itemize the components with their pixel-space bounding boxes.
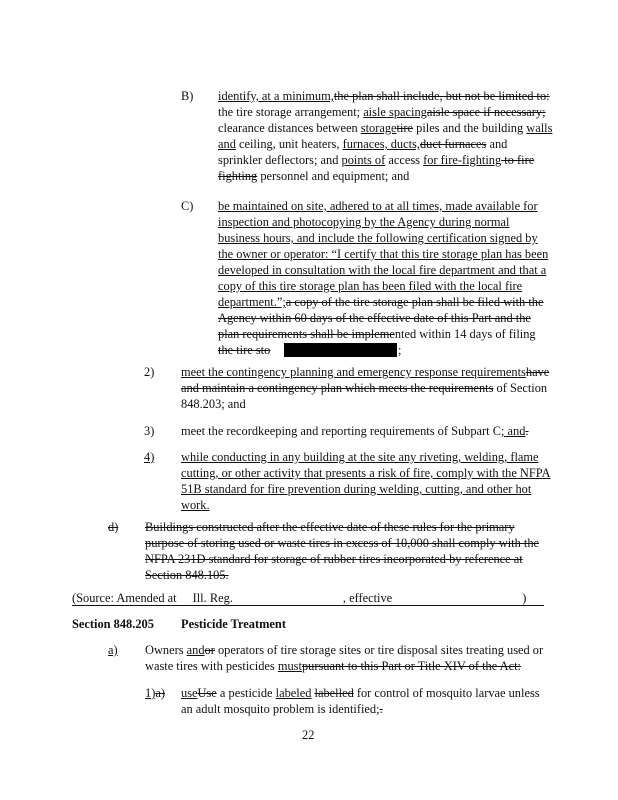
item-d-line-3: NFPA 231D standard for storage of rubber tires incorporated by reference at — [145, 552, 523, 566]
item-2-label: 2) — [144, 365, 155, 379]
item-c-line-10-end: ; — [398, 343, 402, 357]
item-1-line-1: useUse a pesticide labeled labelled for control of mosquito larvae unless — [181, 686, 540, 700]
item-2-line-1: meet the contingency planning and emergency response requirementshave — [181, 365, 550, 379]
item-b-line-1: identify, at a minimum,the plan shall include, but not be limited to: — [218, 89, 550, 103]
page-number: 22 — [302, 728, 315, 742]
item-c-line-2: inspection and photocopying by the Agency during normal — [218, 215, 510, 229]
item-4-line-3: 51B standard for fire prevention during welding, cutting, and other hot — [181, 482, 532, 496]
item-4-line-1: while conducting in any building at the site any riveting, welding, flame — [181, 450, 539, 464]
item-b-label: B) — [181, 89, 194, 103]
item-c-line-7: department.”;a copy of the tire storage plan shall be filed with the — [218, 295, 544, 309]
item-2-line-2: and maintain a contingency plan which meets the requirements of Section — [181, 381, 548, 395]
item-d-label: d) — [108, 520, 119, 534]
item-c-line-1: be maintained on site, adhered to at all times, made available for — [218, 199, 538, 213]
item-2-line-3: 848.203; and — [181, 397, 246, 411]
section-number: Section 848.205 — [72, 617, 154, 631]
item-a-label: a) — [108, 643, 118, 657]
item-c-line-4: the owner or operator: “I certify that this tire storage plan has been — [218, 247, 549, 261]
item-b-line-5: sprinkler deflectors; and points of access for fire-fighting to fire — [218, 153, 535, 167]
item-c-line-8: Agency within 60 days of the effective date of this Part and the — [218, 311, 531, 325]
item-b-line-4: and ceiling, unit heaters, furnaces, ducts,duct furnaces and — [218, 137, 508, 151]
item-c-line-5: developed in consultation with the local fire department and that a — [218, 263, 547, 277]
item-b-line-3: clearance distances between storagetire piles and the building walls — [218, 121, 553, 135]
item-a-line-1: Owners andor operators of tire storage sites or tire disposal sites treating used or — [145, 643, 544, 657]
item-4-line-4: work. — [181, 498, 210, 512]
item-d-line-1: Buildings constructed after the effective date of these rules for the primary — [145, 520, 515, 534]
item-b-line-6: fighting personnel and equipment; and — [218, 169, 410, 183]
item-1-label: 1)a) — [145, 686, 165, 700]
item-a-line-2: waste tires with pesticides mustpursuant to this Part or Title XIV of the Act: — [145, 659, 521, 673]
item-3-line-1: meet the recordkeeping and reporting requirements of Subpart C; and. — [181, 424, 529, 438]
item-c-label: C) — [181, 199, 194, 213]
item-c-line-3: business hours, and include the following certification signed by — [218, 231, 538, 245]
section-title: Pesticide Treatment — [181, 617, 286, 631]
item-d-line-4: Section 848.105. — [145, 568, 229, 582]
item-b-line-2: the tire storage arrangement; aisle spacingaisle space if necessary; — [218, 105, 546, 119]
item-c-line-6: copy of this tire storage plan has been filed with the local fire — [218, 279, 523, 293]
item-c-line-10: the tire sto — [218, 343, 271, 357]
item-d-line-2: purpose of storing used or waste tires in excess of 10,000 shall comply with the — [145, 536, 540, 550]
redaction-box — [284, 343, 397, 357]
item-c-line-9: plan requirements shall be implemented within 14 days of filing — [218, 327, 536, 341]
item-4-label: 4) — [144, 450, 155, 464]
item-4-line-2: cutting, or other activity that presents a risk of fire, comply with the NFPA — [181, 466, 551, 480]
item-1-line-2: an adult mosquito problem is identified;. — [181, 702, 383, 716]
item-3-label: 3) — [144, 424, 155, 438]
source-note: (Source: Amended at Ill. Reg. , effective ) — [72, 590, 544, 606]
